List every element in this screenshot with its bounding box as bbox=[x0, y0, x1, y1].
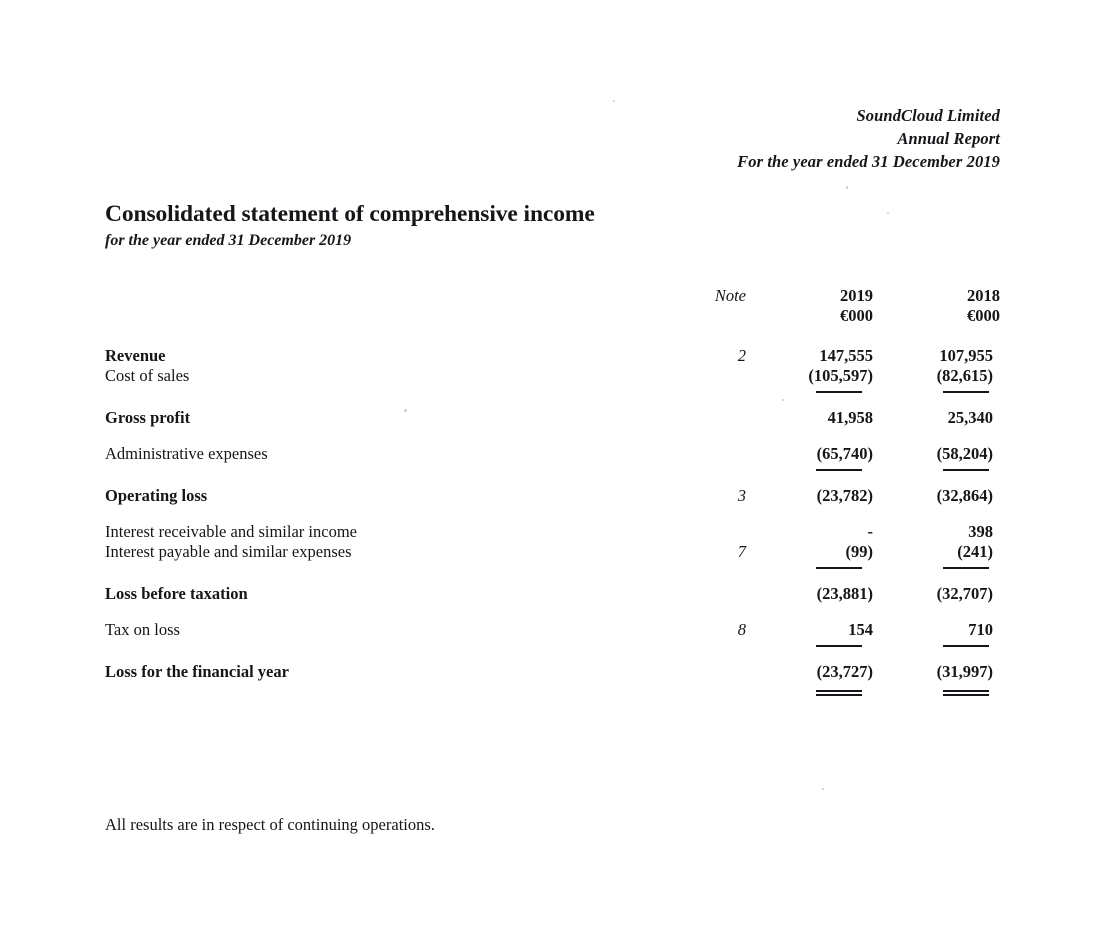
report-name: Annual Report bbox=[897, 129, 1000, 148]
row-note: 8 bbox=[737, 620, 746, 639]
scan-artifact bbox=[822, 788, 824, 790]
row-note: 2 bbox=[737, 346, 746, 365]
row-value-2018: 107,955 bbox=[939, 346, 993, 365]
row-label: Loss before taxation bbox=[105, 584, 248, 603]
table-row-administrative-expenses bbox=[105, 428, 1000, 464]
header-unit-note-spacer bbox=[680, 306, 746, 326]
rule-spacer bbox=[105, 464, 680, 475]
statement-title: Consolidated statement of comprehensive income bbox=[105, 201, 595, 227]
row-note: 3 bbox=[737, 486, 746, 505]
rule-2018 bbox=[873, 562, 1000, 573]
row-note bbox=[680, 506, 746, 542]
report-period: For the year ended 31 December 2019 bbox=[737, 152, 1000, 171]
row-label: Interest receivable and similar income bbox=[105, 522, 357, 541]
row-label: Gross profit bbox=[105, 408, 191, 427]
company-name: SoundCloud Limited bbox=[856, 106, 1000, 125]
column-header-year-2019: 2019 bbox=[840, 286, 873, 305]
rule-spacer bbox=[105, 640, 680, 651]
row-value-2018: (32,864) bbox=[936, 486, 993, 505]
rule-2018 bbox=[873, 640, 1000, 651]
double-rule-spacer-note bbox=[680, 682, 746, 698]
document-header bbox=[737, 104, 1000, 173]
row-value-2019: (105,597) bbox=[808, 366, 873, 385]
table-row-gross-profit bbox=[105, 397, 1000, 428]
double-rule-2018 bbox=[873, 682, 1000, 698]
column-header-note: Note bbox=[714, 286, 746, 305]
row-value-2018: (82,615) bbox=[936, 366, 993, 385]
row-note bbox=[680, 573, 746, 604]
subtotal-rule-operating-loss bbox=[105, 464, 1000, 475]
row-value-2018: (32,707) bbox=[936, 584, 993, 603]
table-row-loss-before-taxation bbox=[105, 573, 1000, 604]
row-value-2019: (23,881) bbox=[816, 584, 873, 603]
row-label: Revenue bbox=[105, 346, 166, 365]
rule-2019 bbox=[746, 640, 873, 651]
table-row-interest-receivable bbox=[105, 506, 1000, 542]
header-spacer bbox=[105, 286, 680, 306]
scan-artifact bbox=[404, 409, 407, 412]
footnote: All results are in respect of continuing operations. bbox=[105, 815, 435, 834]
row-value-2018: (58,204) bbox=[936, 444, 993, 463]
table-row-operating-loss bbox=[105, 475, 1000, 506]
row-value-2019: (65,740) bbox=[816, 444, 873, 463]
rule-spacer-note bbox=[680, 386, 746, 397]
scan-artifact bbox=[846, 186, 848, 189]
row-value-2019: 147,555 bbox=[819, 346, 873, 365]
row-label: Cost of sales bbox=[105, 366, 190, 385]
table-row-tax-on-loss bbox=[105, 604, 1000, 640]
rule-2018 bbox=[873, 464, 1000, 475]
scan-artifact bbox=[887, 212, 889, 214]
header-unit-spacer bbox=[105, 306, 680, 326]
row-label: Operating loss bbox=[105, 486, 208, 505]
table-row-loss-for-financial-year bbox=[105, 651, 1000, 682]
row-note bbox=[680, 366, 746, 386]
row-value-2019: (23,782) bbox=[816, 486, 873, 505]
row-note bbox=[680, 397, 746, 428]
scan-artifact bbox=[782, 399, 784, 401]
subtotal-rule-gross-profit bbox=[105, 386, 1000, 397]
table-row-cost-of-sales bbox=[105, 366, 1000, 386]
row-label: Administrative expenses bbox=[105, 444, 268, 463]
row-label: Interest payable and similar expenses bbox=[105, 542, 352, 561]
statement-subtitle: for the year ended 31 December 2019 bbox=[105, 232, 352, 249]
row-value-2019: (23,727) bbox=[816, 662, 873, 681]
table-header-unit-row bbox=[105, 306, 1000, 326]
row-value-2018: 710 bbox=[968, 620, 993, 639]
row-note bbox=[680, 651, 746, 682]
row-value-2018: 398 bbox=[968, 522, 993, 541]
subtotal-rule-loss-before-taxation bbox=[105, 562, 1000, 573]
subtotal-rule-loss-for-year bbox=[105, 640, 1000, 651]
table-row-interest-payable bbox=[105, 542, 1000, 562]
rule-spacer bbox=[105, 386, 680, 397]
row-label: Loss for the financial year bbox=[105, 662, 289, 681]
column-unit-2018: €000 bbox=[967, 306, 1000, 325]
row-value-2018: 25,340 bbox=[947, 408, 993, 427]
row-value-2018: (241) bbox=[957, 542, 993, 561]
double-rule-spacer bbox=[105, 682, 680, 698]
table-header-row bbox=[105, 286, 1000, 306]
row-note: 7 bbox=[737, 542, 746, 561]
row-value-2019: 41,958 bbox=[827, 408, 873, 427]
rule-spacer-note bbox=[680, 640, 746, 651]
rule-2019 bbox=[746, 562, 873, 573]
column-unit-2019: €000 bbox=[840, 306, 873, 325]
row-value-2019: (99) bbox=[845, 542, 873, 561]
table-row-revenue bbox=[105, 326, 1000, 366]
row-note bbox=[680, 428, 746, 464]
row-value-2018: (31,997) bbox=[936, 662, 993, 681]
rule-spacer-note bbox=[680, 464, 746, 475]
rule-spacer-note bbox=[680, 562, 746, 573]
row-value-2019: - bbox=[867, 522, 873, 541]
row-value-2019: 154 bbox=[848, 620, 873, 639]
double-rule-2019 bbox=[746, 682, 873, 698]
column-header-year-2018: 2018 bbox=[967, 286, 1000, 305]
rule-2019 bbox=[746, 464, 873, 475]
rule-spacer bbox=[105, 562, 680, 573]
row-label: Tax on loss bbox=[105, 620, 180, 639]
page-title bbox=[105, 200, 595, 252]
rule-2019 bbox=[746, 386, 873, 397]
income-statement-table bbox=[105, 286, 1000, 698]
total-double-rule bbox=[105, 682, 1000, 698]
scan-artifact bbox=[613, 100, 615, 102]
rule-2018 bbox=[873, 386, 1000, 397]
